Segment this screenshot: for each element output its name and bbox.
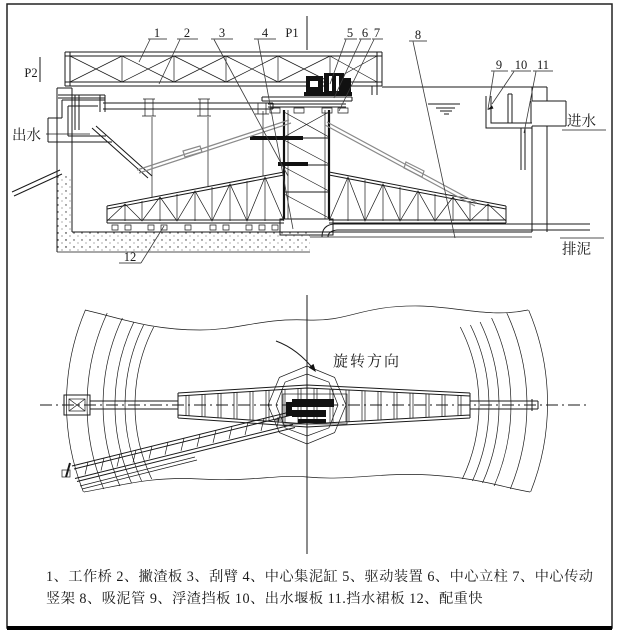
- sludge-discharge-label: 排泥: [562, 242, 591, 258]
- effluent-launder: [12, 95, 152, 196]
- floor-concrete-hatch: [57, 232, 310, 252]
- outlet-label: 出水: [12, 128, 41, 144]
- scraper-arm-left: [107, 172, 284, 230]
- scraper-arm-right: [329, 172, 506, 223]
- callout-9: 9: [495, 58, 503, 72]
- callout-1: 1: [153, 26, 161, 40]
- section-label-p1: P1: [285, 26, 299, 40]
- callout-2: 2: [183, 26, 191, 40]
- effluent-pipe: [92, 126, 152, 178]
- callout-12: 12: [123, 250, 137, 264]
- section-label-p2: P2: [24, 66, 38, 80]
- callout-5: 5: [346, 26, 354, 40]
- tank-structure: [57, 87, 547, 252]
- callout-6: 6: [361, 26, 369, 40]
- hanger-rods: [152, 111, 263, 197]
- legend: [46, 568, 593, 607]
- water-skirt-board: [521, 128, 525, 170]
- callout-10: 10: [514, 58, 528, 72]
- influent-structure: [486, 94, 566, 170]
- rotation-arrow-icon: [276, 341, 315, 371]
- scraper-blades: [112, 225, 278, 230]
- water-level-icon: [428, 104, 460, 114]
- callout-11: 11: [536, 58, 550, 72]
- rotation-direction: [276, 341, 401, 372]
- outlet-pipe-external: [12, 170, 62, 196]
- legend-line-1: 1、工作桥 2、撇渣板 3、刮臂 4、中心集泥缸 5、驱动装置 6、中心立柱 7、中心传动: [46, 569, 594, 585]
- drive-unit: [262, 73, 352, 113]
- elevation-view: [12, 16, 606, 264]
- callout-3: 3: [218, 26, 226, 40]
- legend-line-2: 竖架 8、吸泥管 9、浮渣挡板 10、出水堰板 11.挡水裙板 12、配重快: [46, 591, 484, 607]
- drive-block-plan: [292, 399, 334, 407]
- inlet-label: 进水: [567, 114, 596, 130]
- plan-view: [40, 295, 586, 554]
- callout-7: 7: [373, 26, 381, 40]
- callout-8: 8: [414, 28, 422, 42]
- rotation-label: 旋转方向: [333, 354, 402, 370]
- callout-4: 4: [261, 26, 269, 40]
- sludge-pipe: [322, 224, 590, 237]
